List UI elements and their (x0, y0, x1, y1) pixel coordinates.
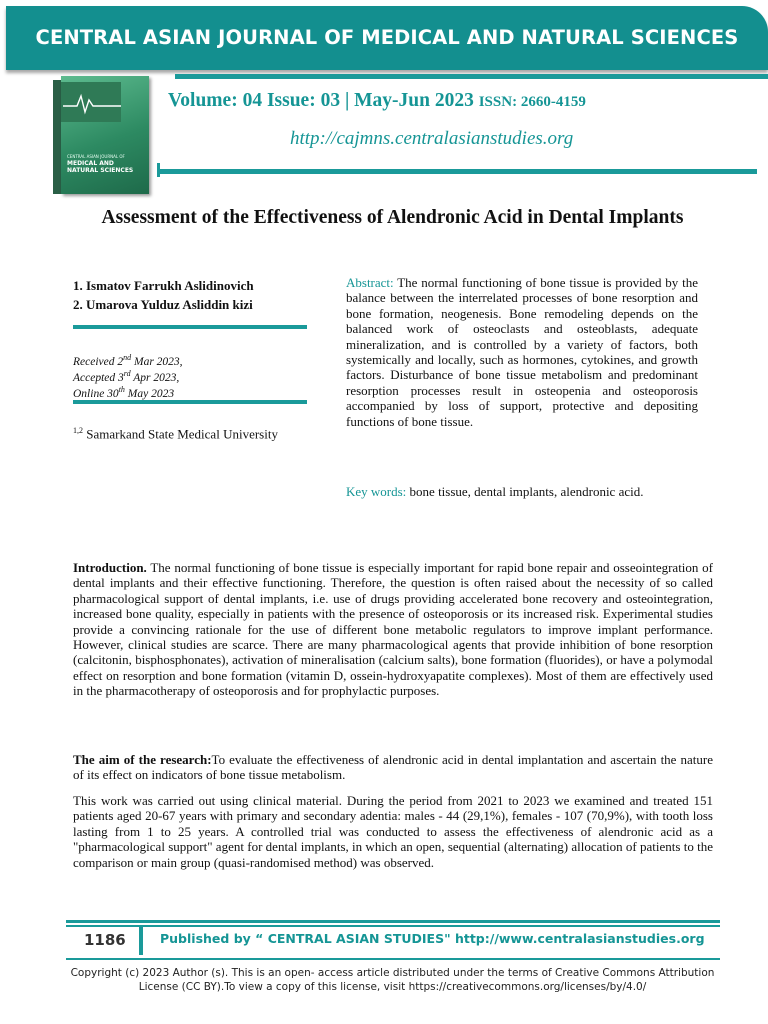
author-item: 1. Ismatov Farrukh Aslidinovich (73, 278, 254, 293)
cover-title: MEDICAL AND NATURAL SCIENCES (67, 160, 134, 174)
keywords-label: Key words: (346, 484, 407, 499)
footer-divider (66, 925, 720, 927)
page-number: 1186 (84, 931, 126, 949)
article-dates (73, 352, 313, 399)
aim-text: To evaluate the effectiveness of alendronic acid in dental implantation and ascertain the nature of its effect on indicators of bone tissue metabolism. (73, 752, 713, 783)
heartbeat-icon (63, 90, 121, 116)
volume-issue: Volume: 04 Issue: 03 | May-Jun 2023 (168, 90, 474, 111)
journal-banner (6, 6, 768, 70)
abstract (346, 275, 698, 429)
volume-line (168, 90, 586, 112)
divider (175, 74, 768, 79)
aim-heading: The aim of the research: (73, 752, 212, 767)
accepted-date: Accepted 3rd Apr 2023, (73, 368, 180, 384)
abstract-label: Abstract: (346, 275, 394, 290)
received-date: Received 2nd Mar 2023, (73, 353, 183, 368)
footer-divider-vertical (139, 927, 143, 955)
article-title: Assessment of the Effectiveness of Alendronic Acid in Dental Implants (101, 207, 684, 228)
journal-name: CENTRAL ASIAN JOURNAL OF MEDICAL AND NATURAL SCIENCES (35, 26, 739, 49)
footer-divider (66, 920, 720, 923)
affiliation-marker: 1,2 (73, 426, 83, 435)
footer-divider (66, 958, 720, 960)
cover-spine (53, 80, 61, 194)
affiliation (73, 426, 313, 442)
cover-subtitle: CENTRAL ASIAN JOURNAL OF (67, 154, 125, 159)
online-date: Online 30th May 2023 (73, 384, 175, 400)
author-list (73, 276, 313, 314)
introduction-text: The normal functioning of bone tissue is especially important for rapid bone repair and osseointegration of dental implants and their effective functioning. Therefore, the question is often raised about the necessity of so called pharmacological support of dental implants, i.e. use of drugs providing accelerated bone recovery and osteointegration, increased bone quality, especially in patients with the presence of osteoporosis or its increased risk. Experimental studies provide a convincing rationale for the use of different bone metabolic regulators to improve implant performance. However, clinical studies are scarce. There are many pharmacological agents that provide inhibition of bone resorption (calcitonin, bisphosphonates), activation of mineralisation (calcium salts), bone formation (fluorides), or have a polymodal effect on resorption and bone formation (vitamin D, ossein-hydroxyapatite complexes). Most of them are effectively used in the pharmacotherapy of osteoporosis and for prophylactic purposes. (73, 560, 714, 699)
keywords (346, 484, 698, 499)
divider (73, 325, 307, 329)
keywords-text: bone tissue, dental implants, alendronic acid. (409, 484, 644, 499)
divider (73, 400, 307, 404)
introduction-paragraph (73, 560, 713, 699)
publisher-link[interactable]: Published by “ CENTRAL ASIAN STUDIES" http://www.centralasianstudies.org (160, 931, 705, 946)
author-item: 2. Umarova Yulduz Asliddin kizi (73, 297, 253, 312)
journal-url-link[interactable]: http://cajmns.centralasianstudies.org (290, 128, 574, 149)
issn: ISSN: 2660-4159 (478, 94, 586, 110)
copyright-notice: Copyright (c) 2023 Author (s). This is an open- access article distributed under the terms of Creative Commons Attribution License (CC BY).To view a copy of this license, visit https://creativecommons.org/licenses/by/4.0/ (70, 967, 715, 993)
methods-paragraph: This work was carried out using clinical material. During the period from 2021 to 2023 we examined and treated 151 patients aged 20-67 years with primary and secondary adentia: males - 44 (29,1%), females - 107 (70,9%), with tooth loss lasting from 1 to 25 years. A controlled trial was conducted to assess the effectiveness of alendronic acid as a "pharmacological support" agent for dental implants, in which an open, sequential (alternating) allocation of patients to the comparison or main group (quasi-randomised method) was observed. (73, 793, 713, 870)
abstract-text: The normal functioning of bone tissue is provided by the balance between the interrelated processes of bone resorption and bone formation, neogenesis. Bone remodeling depends on the balanced work of osteoclasts and osteoblasts, adequate mineralization, and is controlled by a variety of factors, both systemically and locally, such as hormones, cytokines, and growth factors. Disturbance of bone tissue metabolism and predominant resorption processes result in osteopenia and osteoporosis accompanied by loss of support, protective and depositing functions of bone tissue. (346, 275, 698, 429)
affiliation-text: Samarkand State Medical University (86, 426, 278, 442)
journal-cover-image (53, 76, 149, 194)
divider (157, 169, 757, 174)
introduction-heading: Introduction. (73, 560, 147, 575)
aim-paragraph (73, 752, 713, 783)
